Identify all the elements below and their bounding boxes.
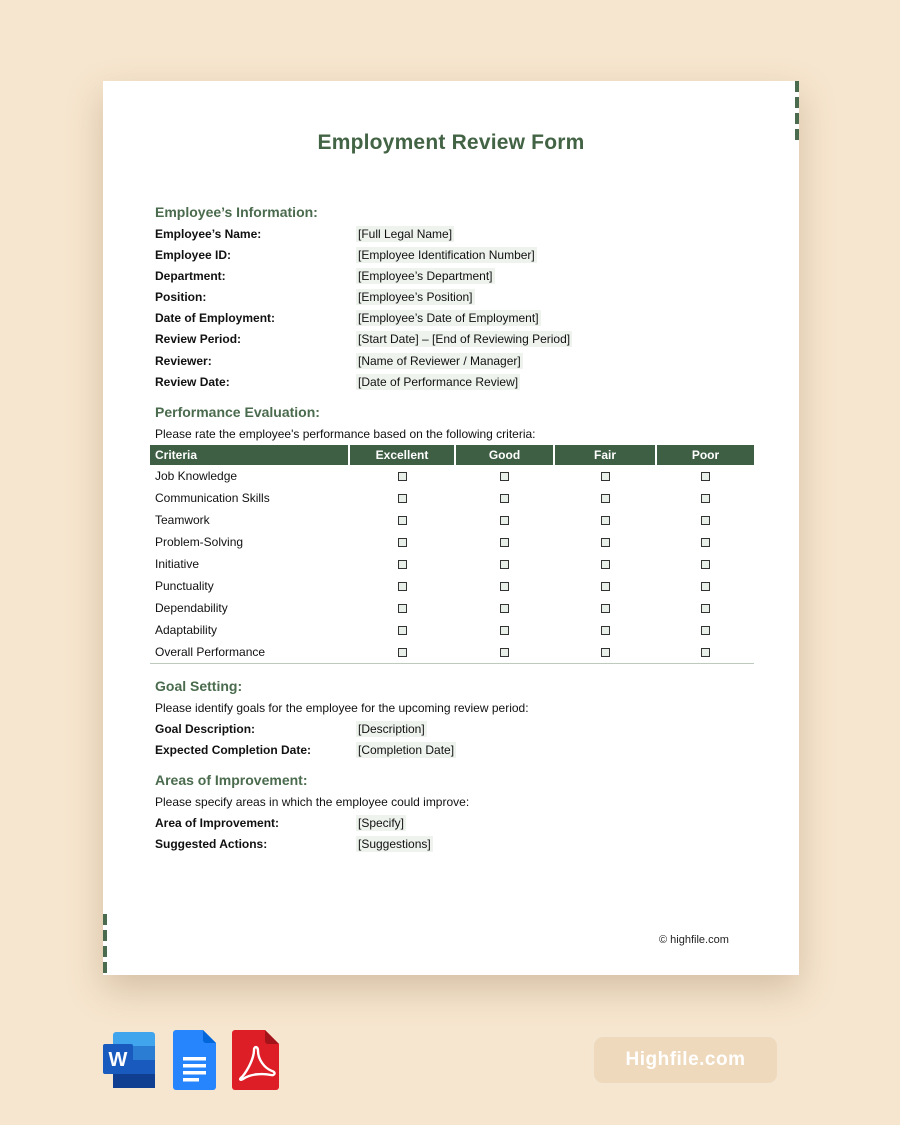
section-heading-improvement: Areas of Improvement: xyxy=(155,772,308,788)
field-reviewer xyxy=(155,353,755,371)
checkbox-poor[interactable] xyxy=(701,560,710,569)
field-expected-completion-date xyxy=(155,742,755,760)
column-header-good: Good xyxy=(455,445,554,465)
checkbox-excellent[interactable] xyxy=(398,626,407,635)
field-label: Employee’s Name: xyxy=(155,227,262,241)
field-department xyxy=(155,268,755,286)
table-header-row xyxy=(150,445,754,465)
field-label: Reviewer: xyxy=(155,354,212,368)
field-position xyxy=(155,289,755,307)
checkbox-fair[interactable] xyxy=(601,626,610,635)
word-icon[interactable] xyxy=(101,1030,157,1090)
criteria-label: Job Knowledge xyxy=(155,469,238,483)
field-value[interactable]: [Specify] xyxy=(358,816,405,830)
checkbox-good[interactable] xyxy=(500,494,509,503)
field-value[interactable]: [Name of Reviewer / Manager] xyxy=(358,354,521,368)
table-row xyxy=(150,619,754,641)
field-value[interactable]: [Employee’s Position] xyxy=(358,290,473,304)
column-header-fair: Fair xyxy=(554,445,656,465)
field-value[interactable]: [Description] xyxy=(358,722,425,736)
field-label: Goal Description: xyxy=(155,722,256,736)
criteria-label: Communication Skills xyxy=(155,491,270,505)
checkbox-good[interactable] xyxy=(500,538,509,547)
criteria-label: Overall Performance xyxy=(150,641,349,664)
checkbox-good[interactable] xyxy=(500,560,509,569)
criteria-label: Problem-Solving xyxy=(155,535,244,549)
field-value[interactable]: [Employee’s Department] xyxy=(358,269,493,283)
document-title: Employment Review Form xyxy=(317,131,585,154)
checkbox-excellent[interactable] xyxy=(398,494,407,503)
field-value[interactable]: [Completion Date] xyxy=(358,743,455,757)
checkbox-fair[interactable] xyxy=(601,472,610,481)
field-value[interactable]: [Full Legal Name] xyxy=(358,227,453,241)
checkbox-excellent[interactable] xyxy=(398,538,407,547)
field-label: Area of Improvement: xyxy=(155,816,280,830)
table-row xyxy=(150,575,754,597)
checkbox-poor[interactable] xyxy=(701,538,710,547)
field-label: Date of Employment: xyxy=(155,311,276,325)
table-row xyxy=(150,509,754,531)
criteria-label: Initiative xyxy=(155,557,200,571)
checkbox-poor[interactable] xyxy=(701,516,710,525)
field-review-date xyxy=(155,374,755,392)
field-value[interactable]: [Suggestions] xyxy=(358,837,431,851)
checkbox-poor[interactable] xyxy=(701,648,710,657)
checkbox-fair[interactable] xyxy=(601,648,610,657)
checkbox-fair[interactable] xyxy=(601,494,610,503)
section-heading-performance: Performance Evaluation: xyxy=(155,404,320,420)
goal-setting-intro: Please identify goals for the employee for the upcoming review period: xyxy=(155,701,529,715)
google-docs-icon[interactable] xyxy=(173,1030,216,1090)
table-row xyxy=(150,465,754,487)
checkbox-good[interactable] xyxy=(500,472,509,481)
field-label: Department: xyxy=(155,269,226,283)
criteria-label: Teamwork xyxy=(155,513,210,527)
checkbox-fair[interactable] xyxy=(601,560,610,569)
field-area-of-improvement xyxy=(155,815,755,833)
copyright-text: © highfile.com xyxy=(659,934,729,946)
svg-text:W: W xyxy=(108,1049,128,1071)
checkbox-poor[interactable] xyxy=(701,472,710,481)
checkbox-excellent[interactable] xyxy=(398,516,407,525)
field-label: Review Period: xyxy=(155,332,242,346)
checkbox-poor[interactable] xyxy=(701,626,710,635)
table-row xyxy=(150,531,754,553)
performance-intro: Please rate the employee's performance based on the following criteria: xyxy=(155,427,536,441)
criteria-label: Adaptability xyxy=(155,623,218,637)
checkbox-good[interactable] xyxy=(500,516,509,525)
field-value[interactable]: [Employee Identification Number] xyxy=(358,248,535,262)
checkbox-good[interactable] xyxy=(500,582,509,591)
checkbox-good[interactable] xyxy=(500,604,509,613)
checkbox-excellent[interactable] xyxy=(398,604,407,613)
checkbox-excellent[interactable] xyxy=(398,648,407,657)
table-row xyxy=(150,553,754,575)
decorative-bars-bottom xyxy=(103,914,107,978)
criteria-table xyxy=(150,445,754,664)
checkbox-excellent[interactable] xyxy=(398,582,407,591)
improvement-intro: Please specify areas in which the employee could improve: xyxy=(155,795,470,809)
pdf-icon[interactable] xyxy=(232,1030,279,1090)
brand-badge[interactable]: Highfile.com xyxy=(591,1034,780,1086)
column-header-criteria: Criteria xyxy=(150,445,349,465)
checkbox-poor[interactable] xyxy=(701,604,710,613)
field-label: Review Date: xyxy=(155,375,230,389)
table-row xyxy=(150,597,754,619)
checkbox-excellent[interactable] xyxy=(398,472,407,481)
checkbox-excellent[interactable] xyxy=(398,560,407,569)
checkbox-fair[interactable] xyxy=(601,516,610,525)
checkbox-good[interactable] xyxy=(500,648,509,657)
checkbox-good[interactable] xyxy=(500,626,509,635)
checkbox-fair[interactable] xyxy=(601,582,610,591)
table-row xyxy=(150,487,754,509)
field-value[interactable]: [Date of Performance Review] xyxy=(358,375,519,389)
field-label: Suggested Actions: xyxy=(155,837,268,851)
field-review-period xyxy=(155,331,755,349)
field-value[interactable]: [Employee’s Date of Employment] xyxy=(358,311,539,325)
field-label: Expected Completion Date: xyxy=(155,743,312,757)
column-header-excellent: Excellent xyxy=(349,445,455,465)
field-value[interactable]: [Start Date] – [End of Reviewing Period] xyxy=(358,332,571,346)
field-label: Employee ID: xyxy=(155,248,232,262)
field-goal-description xyxy=(155,721,755,739)
checkbox-fair[interactable] xyxy=(601,538,610,547)
field-date-of-employment xyxy=(155,310,755,328)
checkbox-poor[interactable] xyxy=(701,494,710,503)
checkbox-fair[interactable] xyxy=(601,604,610,613)
criteria-label: Dependability xyxy=(155,601,228,615)
field-label: Position: xyxy=(155,290,207,304)
table-row xyxy=(150,641,754,664)
column-header-poor: Poor xyxy=(656,445,754,465)
criteria-label: Punctuality xyxy=(155,579,214,593)
field-suggested-actions xyxy=(155,836,755,854)
section-heading-goal-setting: Goal Setting: xyxy=(155,678,243,694)
field-employee-name xyxy=(155,226,755,244)
field-employee-id xyxy=(155,247,755,265)
section-heading-employee-info: Employee’s Information: xyxy=(155,204,318,220)
checkbox-poor[interactable] xyxy=(701,582,710,591)
